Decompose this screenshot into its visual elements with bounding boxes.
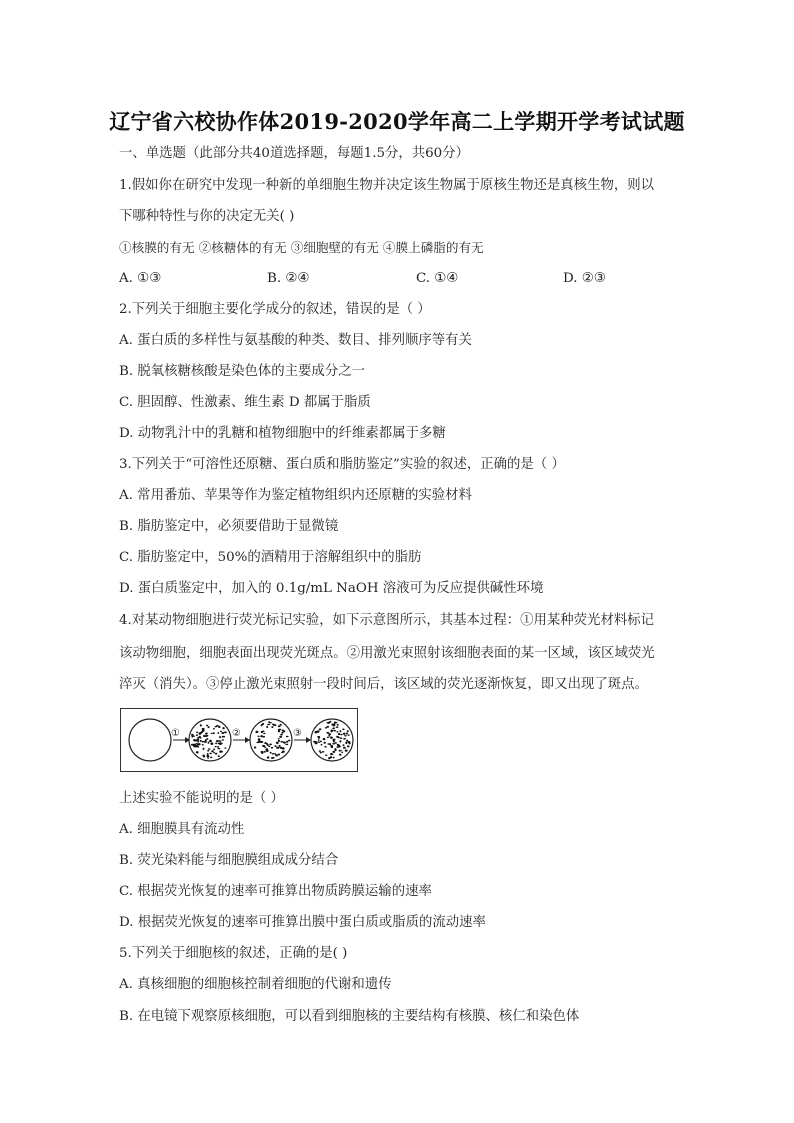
- fluorescent-spot: [276, 742, 279, 744]
- fluorescent-spot: [319, 728, 322, 730]
- fluorescent-spot: [196, 739, 199, 741]
- fluorescent-spot: [198, 743, 200, 745]
- fluorescent-spot: [331, 730, 333, 732]
- fluorescent-spot: [345, 742, 347, 744]
- fluorescent-spot: [266, 744, 269, 746]
- fluorescent-spot: [216, 740, 219, 742]
- fluorescent-spot: [201, 731, 203, 733]
- fluorescent-spot: [263, 733, 265, 735]
- fluorescent-spot: [213, 752, 215, 753]
- fluorescent-spot: [220, 731, 222, 733]
- fluorescent-spot: [281, 732, 283, 734]
- fluorescent-spot: [262, 745, 265, 746]
- fluorescent-spot: [317, 730, 320, 732]
- fluorescent-spot: [208, 742, 210, 744]
- fluorescent-spot: [339, 750, 342, 752]
- fluorescent-spot: [330, 756, 332, 758]
- fluorescent-spot: [272, 757, 274, 759]
- question-3-option-c: C. 脂肪鉴定中，50%的酒精用于溶解组织中的脂肪: [119, 550, 422, 565]
- page-title: 辽宁省六校协作体2019-2020学年高二上学期开学考试试题: [109, 109, 685, 134]
- fluorescent-spot: [222, 727, 224, 729]
- fluorescent-spot: [343, 744, 345, 746]
- question-1-option-a: A. ①③: [119, 271, 162, 286]
- fluorescent-spot: [329, 743, 331, 745]
- fluorescent-spot: [195, 745, 198, 747]
- question-1-option-b: B. ②④: [267, 271, 310, 286]
- fluorescent-spot: [217, 732, 219, 734]
- fluorescent-spot: [210, 757, 212, 759]
- question-3-option-a: A. 常用番茄、苹果等作为鉴定植物组织内还原糖的实验材料: [119, 488, 472, 503]
- fluorescent-spot: [328, 733, 331, 735]
- fluorescent-spot: [222, 739, 224, 740]
- fluorescent-spot: [330, 753, 332, 755]
- fluorescent-spot: [211, 750, 214, 752]
- fluorescent-spot: [280, 741, 283, 743]
- question-2-option-a: A. 蛋白质的多样性与氨基酸的种类、数目、排列顺序等有关: [119, 333, 472, 348]
- fluorescent-spot: [347, 734, 349, 735]
- question-3-stem: 3.下列关于“可溶性还原糖、蛋白质和脂肪鉴定”实验的叙述，正确的是（ ）: [119, 457, 565, 472]
- fluorescent-spot: [326, 732, 329, 734]
- fluorescent-spot: [206, 755, 209, 757]
- fluorescent-spot: [264, 746, 266, 748]
- fluorescent-spot: [218, 755, 220, 757]
- fluorescent-spot: [315, 741, 318, 742]
- fluorescent-spot: [217, 748, 220, 750]
- fluorescent-spot: [215, 746, 217, 748]
- question-2-option-c: C. 胆固醇、性激素、维生素 D 都属于脂质: [119, 395, 371, 410]
- fluorescent-spot: [217, 746, 219, 748]
- fluorescent-spot: [332, 743, 335, 745]
- fluorescent-spot: [281, 752, 284, 753]
- fluorescent-spot: [283, 742, 286, 744]
- fluorescent-spot: [280, 734, 283, 736]
- fluorescent-spot: [326, 726, 329, 728]
- fluorescent-spot: [213, 748, 215, 750]
- fluorescent-spot: [347, 745, 350, 747]
- fluorescent-spot: [271, 726, 273, 728]
- fluorescent-spot: [213, 732, 215, 734]
- fluorescent-spot: [262, 736, 265, 738]
- fluorescent-spot: [218, 726, 220, 728]
- fluorescent-spot: [199, 733, 201, 735]
- fluorescent-spot: [214, 726, 216, 727]
- fluorescent-spot: [323, 738, 326, 740]
- fluorescent-spot: [202, 755, 204, 757]
- step-label-2: ②: [232, 728, 241, 739]
- fluorescent-spot: [286, 736, 289, 738]
- question-3-option-b: B. 脂肪鉴定中，必须要借助于显微镜: [119, 519, 339, 534]
- cell-unlabeled: [129, 719, 171, 761]
- fluorescent-spot: [343, 738, 346, 740]
- question-2-option-b: B. 脱氧核糖核酸是染色体的主要成分之一: [119, 364, 365, 379]
- fluorescent-spot: [341, 752, 343, 753]
- fluorescent-spot: [333, 757, 335, 759]
- fluorescent-spot: [268, 721, 270, 723]
- fluorescent-spot: [200, 740, 202, 742]
- fluorescent-spot: [278, 754, 280, 756]
- fluorescent-spot: [272, 724, 275, 726]
- fluorescent-spot: [279, 745, 281, 747]
- question-1-stem-line-2: 下哪种特性与你的决定无关( ): [119, 209, 295, 224]
- fluorescent-spot: [339, 746, 341, 748]
- fluorescent-spot: [333, 730, 336, 732]
- fluorescent-spot: [203, 748, 205, 750]
- fluorescent-spot: [279, 736, 282, 738]
- fluorescent-spot: [260, 725, 262, 727]
- fluorescent-spot: [347, 730, 349, 732]
- question-1-stem-line-1: 1.假如你在研究中发现一种新的单细胞生物并决定该生物属于原核生物还是真核生物，则以: [119, 178, 655, 193]
- question-4-stem-line-1: 4.对某动物细胞进行荧光标记实验，如下示意图所示，其基本过程：①用某种荧光材料标记: [119, 613, 655, 628]
- fluorescent-spot: [333, 740, 335, 742]
- fluorescent-spot: [343, 747, 346, 749]
- fluorescent-spot: [348, 741, 351, 743]
- question-4-stem-line-3: 淬灭（消失）。③停止激光束照射一段时间后，该区域的荧光逐渐恢复，即又出现了斑点。: [119, 677, 648, 692]
- fluorescent-spot: [218, 742, 220, 744]
- fluorescent-spot: [318, 741, 320, 743]
- question-5-stem: 5.下列关于细胞核的叙述，正确的是( ): [119, 946, 348, 961]
- fluorescent-spot: [269, 744, 272, 746]
- fluorescent-spot: [278, 729, 281, 731]
- fluorescent-spot: [340, 737, 343, 739]
- fluorescent-spot: [207, 750, 209, 752]
- fluorescent-spot: [324, 742, 326, 744]
- question-1-option-d: D. ②③: [563, 271, 606, 286]
- fluorescent-spot: [215, 743, 217, 745]
- question-4-option-a: A. 细胞膜具有流动性: [119, 822, 245, 837]
- cell-bleached: [250, 719, 292, 761]
- fluorescent-spot: [270, 752, 272, 754]
- fluorescent-spot: [267, 756, 270, 758]
- fluorescent-spot: [256, 742, 259, 744]
- fluorescent-spot: [280, 724, 282, 726]
- question-4-option-c: C. 根据荧光恢复的速率可推算出物质跨膜运输的速率: [119, 884, 432, 899]
- fluorescent-spot: [207, 757, 209, 759]
- fluorescent-spot: [192, 745, 194, 746]
- fluorescent-spot: [321, 744, 323, 746]
- fluorescent-spot: [219, 736, 221, 738]
- fluorescent-spot: [221, 732, 224, 734]
- fluorescent-spot: [262, 731, 265, 733]
- fluorescent-spot: [322, 751, 325, 753]
- fluorescent-spot: [200, 724, 202, 726]
- fluorescent-spot: [219, 751, 222, 753]
- fluorescence-diagram: [120, 708, 358, 772]
- fluorescent-spot: [207, 753, 209, 755]
- fluorescent-spot: [346, 733, 348, 735]
- fluorescent-spot: [330, 745, 333, 747]
- question-3-option-d: D. 蛋白质鉴定中，加入的 0.1g/mL NaOH 溶液可为反应提供碱性环境: [119, 581, 544, 596]
- fluorescent-spot: [339, 730, 341, 732]
- fluorescent-spot: [274, 724, 276, 726]
- fluorescent-spot: [208, 748, 211, 750]
- fluorescent-spot: [345, 749, 348, 751]
- question-4-option-d: D. 根据荧光恢复的速率可推算出膜中蛋白质或脂质的流动速率: [119, 915, 486, 930]
- section-heading: 一、单选题（此部分共40道选择题，每题1.5分，共60分）: [119, 146, 469, 161]
- fluorescent-spot: [191, 734, 194, 736]
- fluorescent-spot: [278, 738, 280, 739]
- fluorescent-spot: [260, 741, 263, 743]
- fluorescent-spot: [340, 734, 342, 736]
- fluorescent-spot: [264, 751, 266, 753]
- fluorescent-spot: [339, 754, 342, 756]
- fluorescent-spot: [337, 724, 339, 726]
- fluorescent-spot: [283, 730, 285, 732]
- fluorescent-spot: [332, 751, 335, 753]
- fluorescent-spot: [271, 747, 274, 749]
- fluorescent-spot: [205, 739, 207, 741]
- fluorescent-spot: [338, 737, 340, 739]
- fluorescent-spot: [209, 753, 211, 755]
- fluorescent-spot: [261, 751, 264, 753]
- fluorescent-spot: [325, 754, 328, 756]
- question-5-option-b: B. 在电镜下观察原核细胞，可以看到细胞核的主要结构有核膜、核仁和染色体: [119, 1009, 580, 1024]
- fluorescent-spot: [268, 746, 270, 748]
- question-1-option-c: C. ①④: [416, 271, 459, 286]
- fluorescent-spot: [342, 728, 345, 730]
- question-2-option-d: D. 动物乳汁中的乳糖和植物细胞中的纤维素都属于多糖: [119, 426, 446, 441]
- fluorescent-spot: [328, 735, 330, 737]
- fluorescent-spot: [320, 752, 322, 754]
- step-label-1: ①: [171, 728, 180, 739]
- fluorescent-spot: [202, 744, 204, 745]
- fluorescent-spot: [338, 733, 340, 735]
- fluorescent-spot: [224, 747, 226, 748]
- fluorescent-spot: [286, 741, 288, 743]
- question-1-items: ①核膜的有无 ②核糖体的有无 ③细胞壁的有无 ④膜上磷脂的有无: [119, 240, 484, 255]
- fluorescent-spot: [285, 744, 288, 746]
- fluorescent-spot: [224, 731, 227, 733]
- fluorescent-spot: [276, 747, 279, 749]
- fluorescent-spot: [334, 748, 336, 750]
- fluorescent-spot: [258, 736, 260, 737]
- fluorescent-spot: [266, 726, 268, 728]
- fluorescent-spot: [319, 750, 321, 752]
- fluorescent-spot: [329, 721, 331, 723]
- fluorescent-spot: [336, 731, 338, 733]
- fluorescent-spot: [274, 745, 276, 747]
- fluorescent-spot: [282, 747, 285, 749]
- question-4-stem-line-2: 该动物细胞，细胞表面出现荧光斑点。②用激光束照射该细胞表面的某一区域，该区域荧光: [119, 646, 655, 661]
- fluorescent-spot: [206, 725, 208, 727]
- fluorescent-spot: [213, 728, 215, 730]
- fluorescent-spot: [339, 740, 341, 742]
- fluorescent-spot: [255, 731, 258, 733]
- fluorescent-spot: [336, 726, 339, 728]
- fluorescent-spot: [203, 735, 206, 737]
- fluorescent-spot: [278, 740, 280, 742]
- fluorescent-spot: [191, 736, 193, 738]
- fluorescent-spot: [196, 734, 198, 736]
- fluorescent-spot: [262, 723, 264, 725]
- fluorescent-spot: [344, 735, 347, 736]
- fluorescent-spot: [193, 739, 196, 741]
- question-5-option-a: A. 真核细胞的细胞核控制着细胞的代谢和遗传: [119, 977, 392, 992]
- fluorescent-spot: [199, 737, 201, 739]
- fluorescent-spot: [204, 741, 207, 743]
- fluorescent-spot: [208, 726, 210, 728]
- fluorescent-spot: [272, 753, 275, 755]
- fluorescent-spot: [274, 753, 276, 755]
- fluorescent-spot: [211, 733, 213, 734]
- question-4-option-b: B. 荧光染料能与细胞膜组成成分结合: [119, 853, 339, 868]
- fluorescent-spot: [267, 724, 270, 725]
- fluorescent-spot: [318, 739, 320, 741]
- fluorescent-spot: [324, 746, 327, 748]
- fluorescent-spot: [288, 740, 291, 742]
- fluorescent-spot: [330, 737, 333, 739]
- fluorescent-spot: [334, 721, 336, 723]
- fluorescent-spot: [326, 722, 328, 724]
- fluorescent-spot: [264, 742, 267, 744]
- fluorescent-spot: [196, 751, 199, 753]
- fluorescent-spot: [327, 737, 329, 739]
- question-4-prompt: 上述实验不能说明的是（ ）: [119, 791, 284, 806]
- step-label-3: ③: [293, 728, 302, 739]
- fluorescent-spot: [215, 753, 217, 755]
- fluorescent-spot: [196, 731, 198, 733]
- fluorescent-spot: [332, 727, 335, 729]
- fluorescent-spot: [343, 733, 345, 735]
- fluorescent-spot: [218, 740, 220, 742]
- fluorescent-spot: [265, 748, 268, 750]
- fluorescent-spot: [211, 742, 213, 743]
- fluorescent-spot: [254, 747, 256, 749]
- fluorescent-spot: [209, 740, 212, 742]
- fluorescent-spot: [223, 736, 225, 738]
- question-2-stem: 2.下列关于细胞主要化学成分的叙述，错误的是（ ）: [119, 302, 431, 317]
- fluorescent-spot: [202, 741, 204, 743]
- fluorescent-spot: [197, 737, 199, 739]
- fluorescent-spot: [195, 743, 198, 745]
- fluorescent-spot: [318, 737, 320, 739]
- fluorescent-spot: [205, 733, 208, 735]
- fluorescent-spot: [320, 741, 323, 743]
